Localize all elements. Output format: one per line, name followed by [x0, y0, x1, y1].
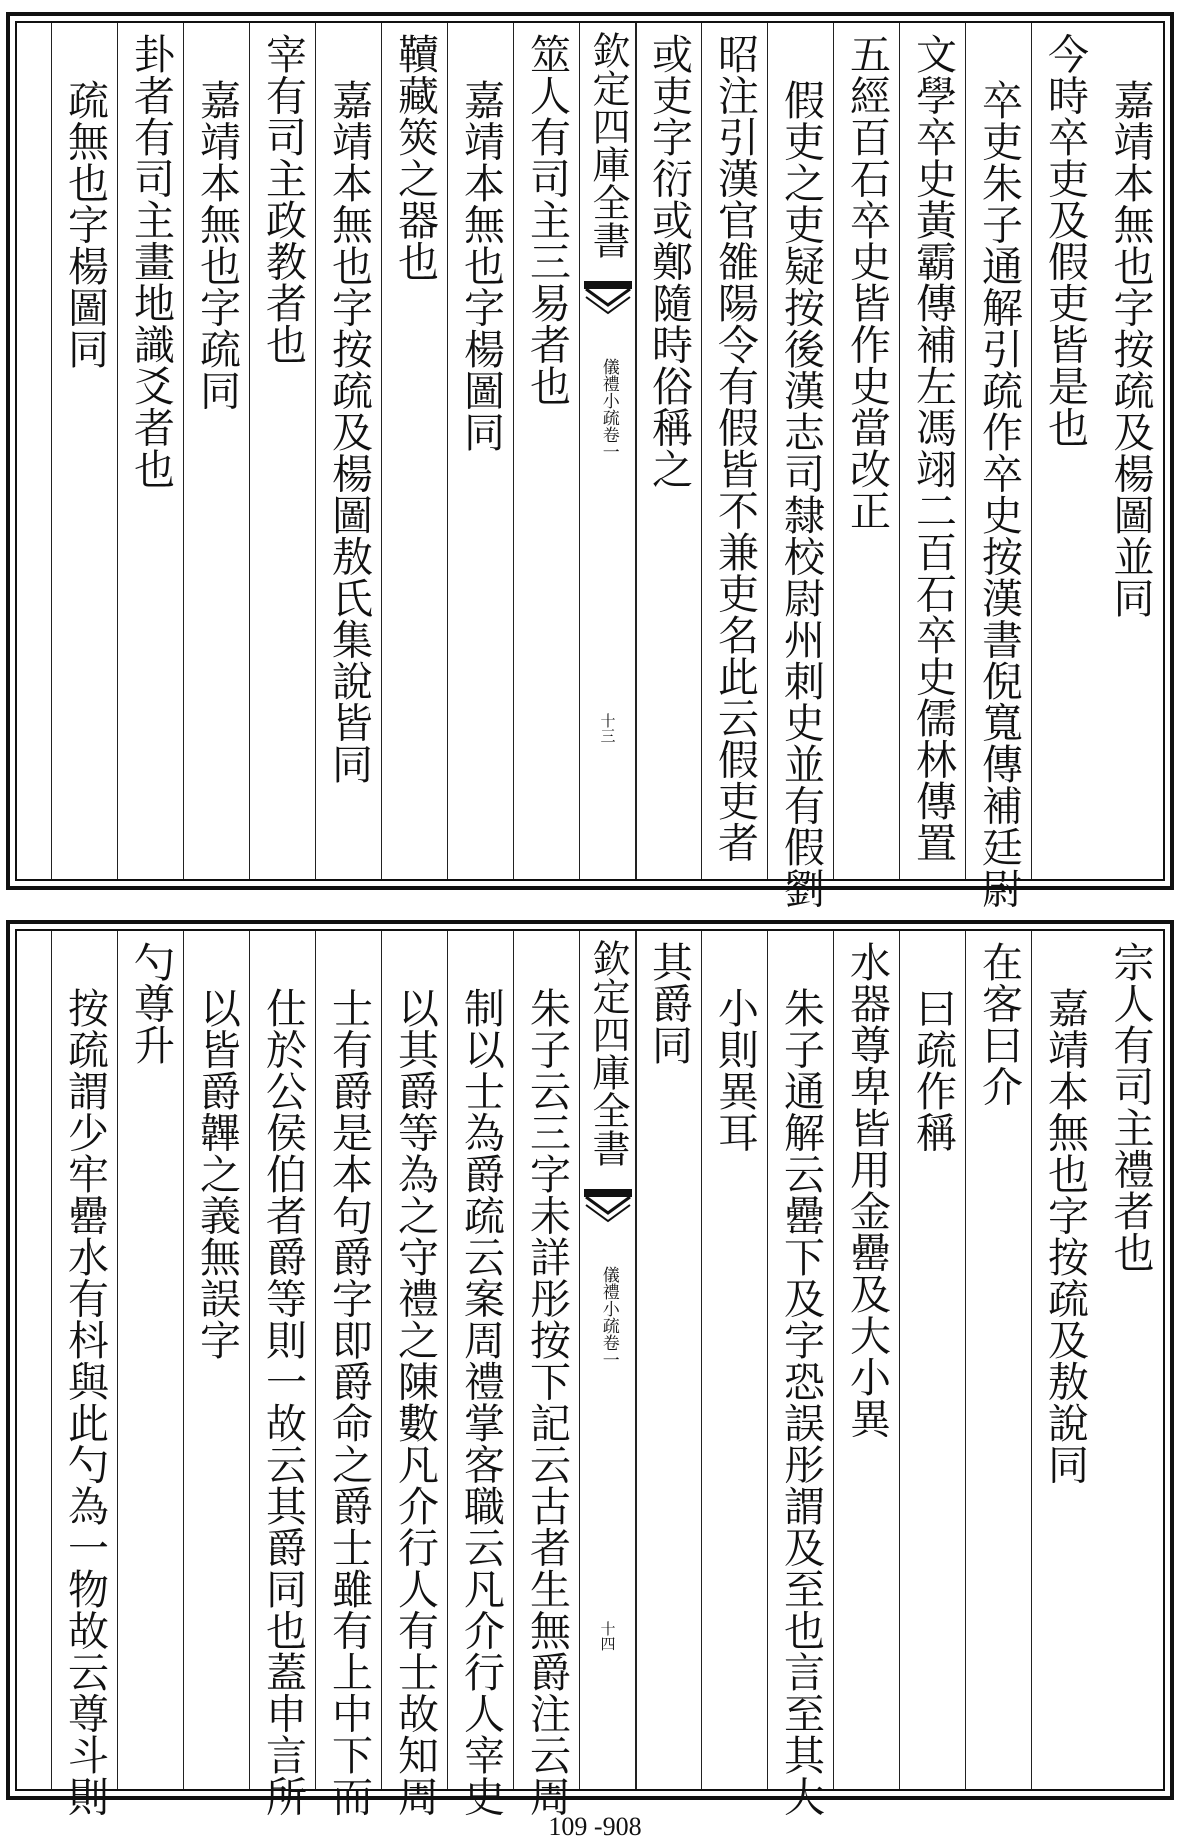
top-page: [6, 12, 1174, 909]
column-text: 宗人有司主禮者也: [1106, 941, 1155, 1273]
text-column: [51, 931, 117, 1817]
column-text: 嘉靖本無也字按疏及楊圖並同: [1106, 79, 1155, 619]
column-text: 士有爵是本句爵字即爵命之爵士雖有上中下而: [325, 987, 373, 1817]
text-column: [381, 931, 447, 1817]
text-column: [701, 931, 767, 1789]
column-text: 朱子通解云罍下及字恐誤彤謂及至也言至其大: [777, 987, 825, 1817]
text-column: [249, 931, 315, 1817]
text-column: [183, 23, 249, 879]
column-text: 今時卒吏及假吏皆是也: [1041, 33, 1089, 448]
text-column: [249, 23, 315, 879]
fishtail-mark-icon: [584, 281, 632, 321]
subtitle-text: 儀禮小疏: [598, 1266, 619, 1334]
column-text: 宰有司主政教者也: [259, 33, 307, 365]
column-text: 曰疏作稱: [909, 987, 957, 1153]
leaf-number: 十四: [598, 1621, 617, 1651]
column-text: 嘉靖本無也字按疏及楊圖敖氏集說皆同: [325, 79, 373, 785]
bottom-page: [6, 920, 1174, 1817]
column-text: 以其爵等為之守禮之陳數凡介行人有士故知周: [391, 987, 439, 1817]
column-text: 五經百石卒史皆作史當改正: [843, 33, 891, 531]
text-column: [447, 23, 513, 879]
text-column: [1031, 931, 1097, 1789]
fishtail-mark-icon: [584, 1189, 632, 1229]
center-fold-column: [579, 23, 637, 879]
column-text: 其爵同: [645, 941, 693, 1066]
text-column: [51, 23, 117, 879]
text-column: [1097, 931, 1163, 1789]
subtitle-text: 儀禮小疏: [598, 358, 619, 426]
column-text: 卦者有司主畫地識爻者也: [127, 33, 175, 490]
text-column: [767, 23, 833, 909]
column-text: 以皆爵韠之義無誤字: [193, 987, 241, 1361]
text-column: [899, 931, 965, 1789]
column-text: 嘉靖本無也字疏同: [193, 79, 241, 411]
column-text: 嘉靖本無也字楊圖同: [457, 79, 505, 453]
column-text: 昭注引漢官雒陽令有假皆不兼吏名此云假吏者: [711, 33, 759, 863]
column-text: 水器尊卑皆用金罍及大小異: [843, 941, 891, 1439]
column-text: 韇藏筴之器也: [391, 33, 439, 282]
book-subtitle: [598, 1266, 618, 1368]
leaf-number: 十三: [598, 713, 617, 743]
center-fold-column: [579, 931, 637, 1789]
column-text: 嘉靖本無也字按疏及敖說同: [1041, 987, 1089, 1485]
text-column: [315, 931, 381, 1817]
column-text: 勺尊升: [127, 941, 175, 1066]
column-text: 在客曰介: [975, 941, 1023, 1107]
book-title: 欽定四庫全書: [586, 31, 630, 259]
text-column: [381, 23, 447, 879]
page-footer-number: 109 -908: [548, 1812, 642, 1841]
column-text: 或吏字衍或鄭隨時俗稱之: [645, 33, 693, 490]
text-column: [117, 23, 183, 879]
column-text: 朱子云三字未詳彤按下記云古者生無爵注云周: [523, 987, 571, 1817]
text-column: [315, 23, 381, 879]
text-column: [899, 23, 965, 879]
top-page-frame: [15, 21, 1165, 909]
column-text: 仕於公侯伯者爵等則一故云其爵同也蓋申言所: [259, 987, 307, 1817]
text-column: [635, 931, 701, 1789]
text-column: [447, 931, 513, 1817]
book-title: 欽定四庫全書: [586, 939, 630, 1167]
volume-text: 卷一: [598, 426, 619, 460]
text-column: [513, 931, 579, 1817]
text-column: [701, 23, 767, 879]
text-column: [833, 931, 899, 1789]
text-column: [635, 23, 701, 879]
column-text: 制以士為爵疏云案周禮掌客職云凡介行人宰史: [457, 987, 505, 1817]
column-text: 文學卒史黃霸傳補左馮翊二百石卒史儒林傳置: [909, 33, 957, 863]
text-column: [965, 23, 1031, 909]
text-column: [965, 931, 1031, 1789]
text-column: [833, 23, 899, 879]
column-text: 疏無也字楊圖同: [61, 79, 109, 370]
book-subtitle: [598, 358, 618, 460]
column-text: 筮人有司主三易者也: [523, 33, 571, 407]
text-column: [183, 931, 249, 1789]
bottom-page-frame: [15, 929, 1165, 1817]
column-text: 小則異耳: [711, 987, 759, 1153]
text-column: [513, 23, 579, 879]
column-text: 卒吏朱子通解引疏作卒史按漢書倪寬傳補廷尉: [975, 79, 1023, 909]
text-column: [1097, 23, 1163, 879]
column-text: 假吏之吏疑按後漢志司隸校尉州刺史並有假劉: [777, 79, 825, 909]
text-column: [117, 931, 183, 1789]
text-column: [1031, 23, 1097, 879]
column-text: 按疏謂少牢罍水有枓與此勺為一物故云尊斗則: [61, 987, 109, 1817]
text-column: [767, 931, 833, 1817]
volume-text: 卷一: [598, 1334, 619, 1368]
